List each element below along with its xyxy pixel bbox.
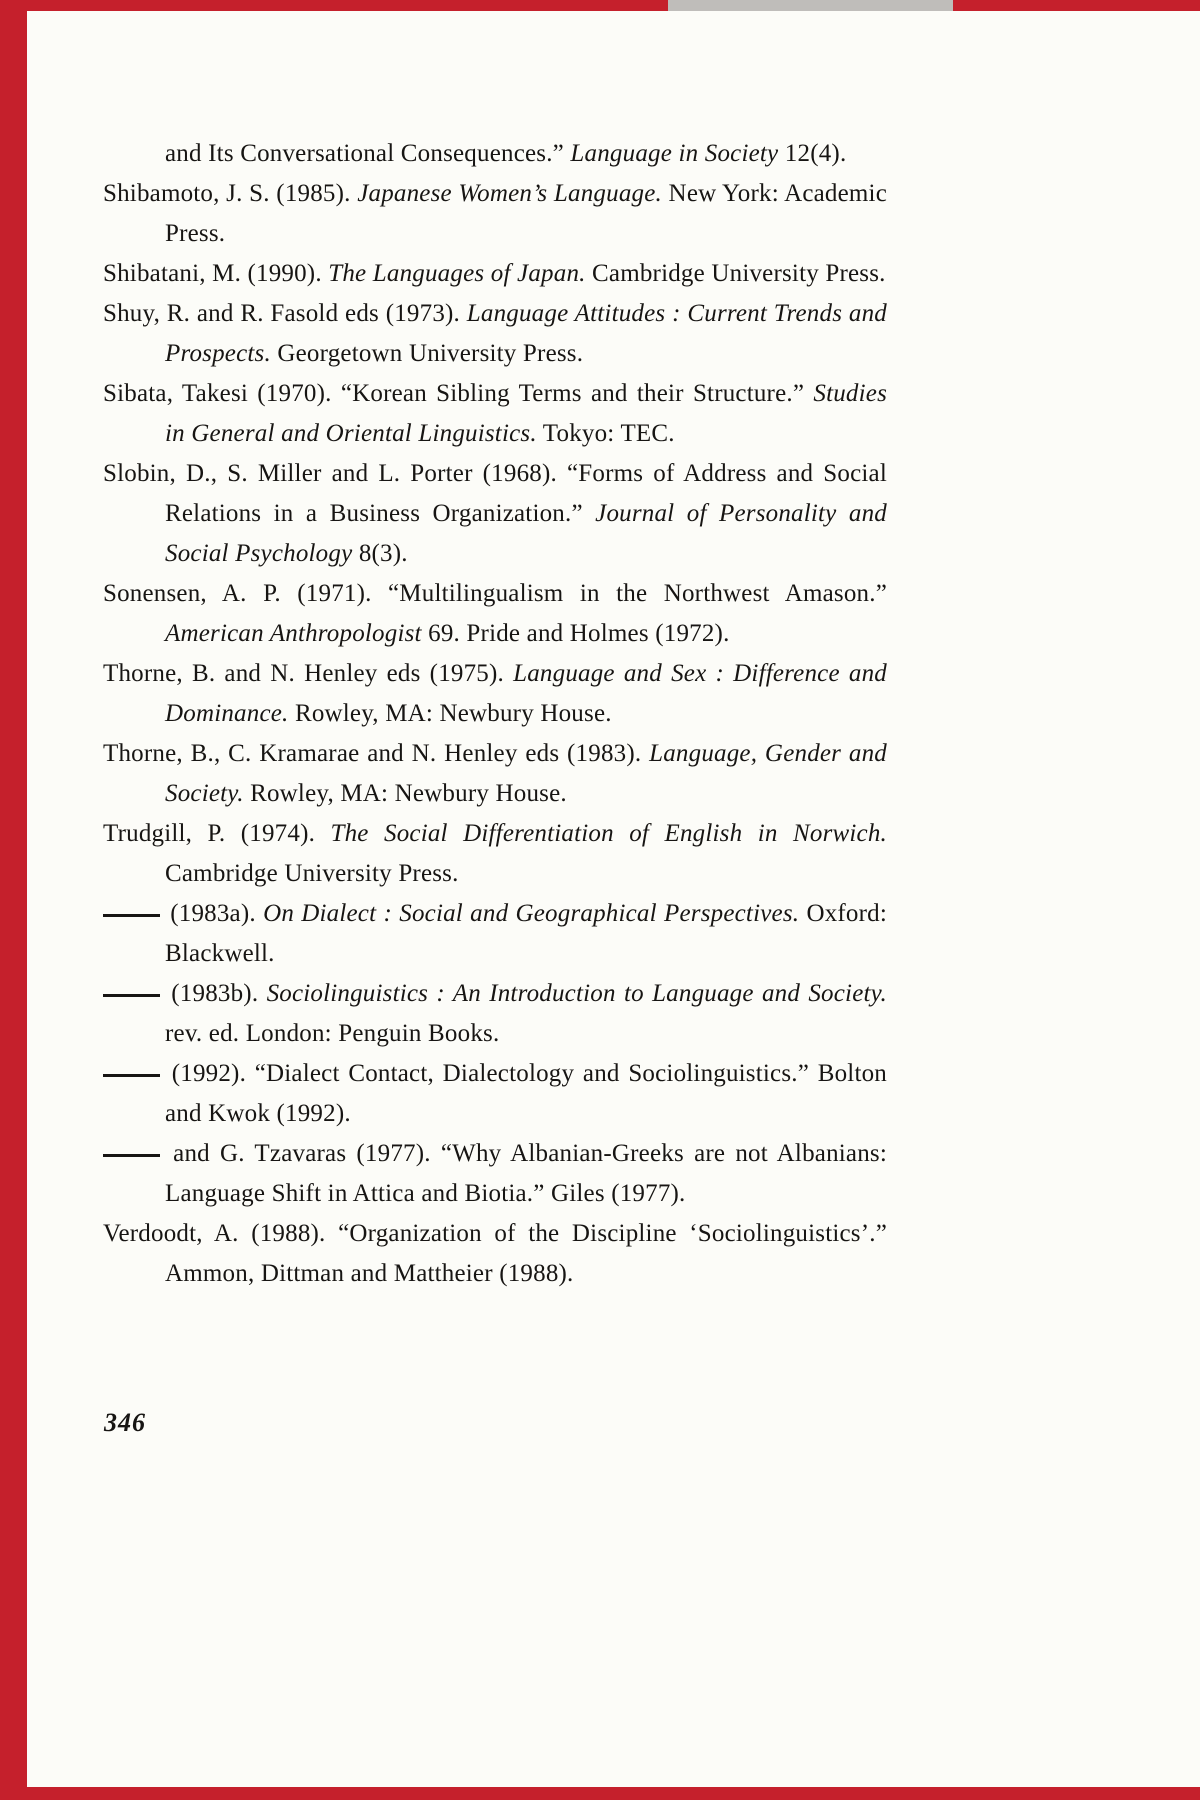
entry-text: Shibatani, M. (1990). <box>103 260 329 287</box>
entry-text: (1983b). <box>163 980 267 1007</box>
work-title-italic: Japanese Women’s Language. <box>357 180 662 207</box>
work-title-italic: Language Attitudes : Current Trends and Prospects. <box>165 300 887 367</box>
same-author-dash <box>103 914 160 917</box>
work-title-italic: The Social Differentiation of English in Norwich. <box>330 820 887 847</box>
bibliography-entry <box>103 254 887 294</box>
book-cover-edge-top <box>0 0 1200 11</box>
bibliography-entry <box>103 974 887 1054</box>
entry-text: Shuy, R. and R. Fasold eds (1973). <box>103 300 467 327</box>
work-title-italic: American Anthropologist <box>165 620 422 647</box>
work-title-italic: Studies in General and Oriental Linguistics. <box>165 380 887 447</box>
work-title-italic: Language in Society <box>570 140 779 167</box>
bibliography-list <box>103 134 887 1294</box>
bibliography-entry <box>103 734 887 814</box>
entry-text: Cambridge University Press. <box>585 260 886 287</box>
bibliography-entry <box>103 1054 887 1134</box>
bibliography-entry <box>103 374 887 454</box>
entry-text: and G. Tzavaras (1977). “Why Albanian-Greeks are not Albanians: Language Shift in Attica and Biotia.” Giles (1977). <box>163 1140 887 1207</box>
bibliography-entry <box>103 294 887 374</box>
scan-artifact <box>668 0 953 11</box>
bibliography-entry <box>103 654 887 734</box>
bibliography-entry <box>103 1214 887 1294</box>
work-title-italic: On Dialect : Social and Geographical Perspectives. <box>263 900 800 927</box>
entry-text: Tokyo: TEC. <box>536 420 675 447</box>
entry-text: Georgetown University Press. <box>270 340 584 367</box>
same-author-dash <box>103 1154 160 1157</box>
entry-text: Sibata, Takesi (1970). “Korean Sibling Terms and their Structure.” <box>103 380 814 407</box>
work-title-italic: Sociolinguistics : An Introduction to Language and Society. <box>266 980 887 1007</box>
entry-text: (1992). “Dialect Contact, Dialectology and Sociolinguistics.” Bolton and Kwok (1992). <box>163 1060 887 1127</box>
entry-text: 69. Pride and Holmes (1972). <box>421 620 730 647</box>
bibliography-entry <box>103 894 887 974</box>
entry-text: rev. ed. London: Penguin Books. <box>165 1020 500 1047</box>
book-cover-edge-left <box>0 0 27 1800</box>
entry-text: 12(4). <box>778 140 847 167</box>
bibliography-entry <box>103 174 887 254</box>
entry-text: Rowley, MA: Newbury House. <box>288 700 612 727</box>
entry-text: Thorne, B., C. Kramarae and N. Henley eds (1983). <box>103 740 650 767</box>
entry-text: (1983a). <box>163 900 264 927</box>
entry-text: and Its Conversational Consequences.” <box>165 140 571 167</box>
page-number: 346 <box>104 1408 146 1437</box>
book-cover-edge-bottom <box>0 1787 1200 1800</box>
entry-text: Verdoodt, A. (1988). “Organization of the Discipline ‘Sociolinguistics’.” Ammon, Dittman and Mattheier (1988). <box>103 1220 887 1287</box>
bibliography-entry <box>103 814 887 894</box>
same-author-dash <box>103 1074 160 1077</box>
entry-text: 8(3). <box>352 540 408 567</box>
entry-text: Sonensen, A. P. (1971). “Multilingualism in the Northwest Amason.” <box>103 580 887 607</box>
entry-text: Rowley, MA: Newbury House. <box>243 780 567 807</box>
work-title-italic: Language and Sex : Difference and Dominance. <box>165 660 887 727</box>
bibliography-entry <box>103 134 887 174</box>
work-title-italic: Language, Gender and Society. <box>165 740 887 807</box>
entry-text: Trudgill, P. (1974). <box>103 820 331 847</box>
bibliography-entry <box>103 574 887 654</box>
work-title-italic: Journal of Personality and Social Psychology <box>165 500 887 567</box>
entry-text: Slobin, D., S. Miller and L. Porter (1968). “Forms of Address and Social Relations in a Business Organization.” <box>103 460 887 527</box>
bibliography-entry <box>103 454 887 574</box>
entry-text: Thorne, B. and N. Henley eds (1975). <box>103 660 514 687</box>
entry-text: Cambridge University Press. <box>165 860 459 887</box>
bibliography-entry <box>103 1134 887 1214</box>
entry-text: Oxford: Blackwell. <box>165 900 887 967</box>
work-title-italic: The Languages of Japan. <box>328 260 586 287</box>
entry-text: Shibamoto, J. S. (1985). <box>103 180 358 207</box>
entry-text: New York: Academic Press. <box>165 180 887 247</box>
same-author-dash <box>103 994 160 997</box>
